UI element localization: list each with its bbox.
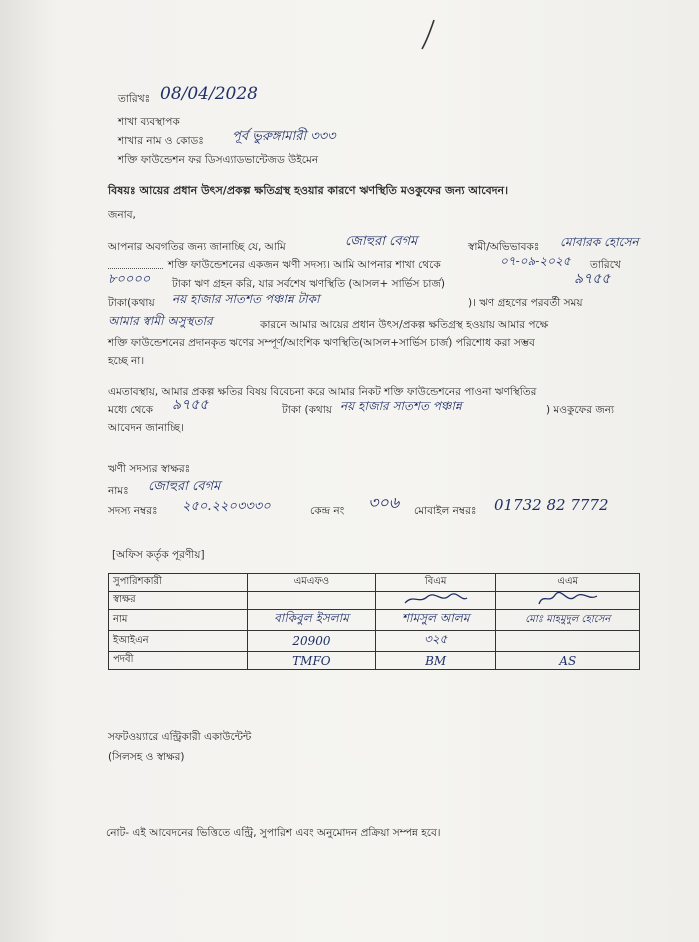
mobile-label: মোবাইল নম্বরঃ <box>414 505 477 517</box>
table-cell <box>496 631 640 652</box>
table-cell: AS <box>496 652 640 670</box>
office-section-label: [অফিস কর্তৃক পূরণীয়] <box>112 549 205 561</box>
balance-words: নয় হাজার সাতশত পঞ্চান্ন টাকা <box>172 292 320 306</box>
table-row <box>109 631 640 652</box>
member-no-label: সদস্য নম্বরঃ <box>108 505 158 517</box>
row-label: ইআইএন <box>109 631 248 652</box>
dots-1 <box>108 258 163 269</box>
para2-line2-c: ) মওকুফের জন্য <box>546 404 615 416</box>
header-cell: এএম <box>496 574 640 592</box>
row-label: পদবী <box>109 652 248 670</box>
signature-cell <box>496 592 640 610</box>
signature-scribble <box>401 592 471 606</box>
table-row <box>109 652 640 670</box>
para1-line5: কারনে আমার আয়ের প্রধান উৎস/প্রকল্প ক্ষতিগ্রস্থ হওয়ায় আমার পক্ষে <box>260 319 549 331</box>
waive-amount: ৯৭৫৫ <box>172 397 209 413</box>
table-cell: বাকিবুল ইসলাম <box>248 610 376 631</box>
table-row <box>109 610 640 631</box>
member-name-label: নামঃ <box>108 485 129 497</box>
center-no-label: কেন্দ্র নং <box>310 505 345 517</box>
salutation: জনাব, <box>108 209 136 221</box>
para1-line7: হচ্ছে না। <box>108 355 145 367</box>
para2-line3: আবেদন জানাচ্ছি। <box>108 422 184 434</box>
para1-line6: শক্তি ফাউন্ডেশনের প্রদানকৃত ঋণের সম্পূর্ণ/আংশিক ঋণস্থিতি(আসল+সার্ভিস চার্জ) পরিশোধ করা সম্ভব <box>108 337 535 349</box>
footer-note: নোট- এই আবেদনের ভিত্তিতে এন্ট্রি, সুপারিশ এবং অনুমোদন প্রক্রিয়া সম্পন্ন হবে। <box>106 827 441 839</box>
para2-line2-b: টাকা (কথায় <box>282 404 332 416</box>
date-label: তারিখঃ <box>118 93 151 105</box>
borrower-name: জোহুরা বেগম <box>345 234 418 249</box>
office-table-header <box>109 574 640 592</box>
signature-scribble <box>533 592 603 606</box>
office-table <box>108 573 640 670</box>
branch-label: শাখার নাম ও কোডঃ <box>118 135 204 147</box>
member-name-value: জোহুরা বেগম <box>148 479 221 494</box>
reason: আমার স্বামী অসুস্থতার <box>108 314 213 328</box>
row-label: স্বাক্ষর <box>109 592 248 610</box>
branch-value: পূর্ব ভুরুঙ্গামারী ৩৩৩ <box>232 129 336 144</box>
member-signature-label: ঋণী সদস্যর স্বাক্ষরঃ <box>108 463 191 475</box>
table-cell: 20900 <box>248 631 376 652</box>
header-cell: সুপারিশকারী <box>109 574 248 592</box>
para1-line2-d: তারিখে <box>590 259 621 271</box>
balance: ৯৭৫৫ <box>574 271 611 287</box>
para1-line2: শক্তি ফাউন্ডেশনের একজন ঋণী সদস্য। আমি আপনার শাখা থেকে <box>168 259 441 271</box>
loan-date: ০৭-০৯-২০২৫ <box>500 254 571 268</box>
para1-line1-a: আপনার অবগতির জন্য জানাচ্ছি যে, আমি <box>108 241 286 253</box>
table-cell: BM <box>375 652 496 670</box>
accountant-seal: (সিলসহ ও স্বাক্ষর) <box>108 751 185 763</box>
loan-amount: ৮০০০০ <box>108 272 151 287</box>
para2-line2-a: মধ্যে থেকে <box>108 404 153 416</box>
mobile-value: 01732 82 7772 <box>494 496 609 514</box>
header-cell: বিএম <box>375 574 496 592</box>
table-cell: মোঃ মাহমুদুল হোসেন <box>496 610 640 631</box>
guardian-name: মোবারক হোসেন <box>560 235 639 249</box>
table-row <box>109 592 640 610</box>
center-no-value: ৩০৬ <box>368 493 400 512</box>
accountant-title: সফটওয়্যারে এন্ট্রিকারী একাউন্টেন্ট <box>108 731 252 743</box>
table-cell: ৩২৫ <box>375 631 496 652</box>
table-cell: TMFO <box>248 652 376 670</box>
table-cell: শামসুল আলম <box>375 610 496 631</box>
member-no-value: ২৫০.২২০৩৩৩০ <box>182 499 271 514</box>
para1-line4-b: )। ঋণ গ্রহণের পরবর্তী সময় <box>468 297 583 309</box>
row-label: নাম <box>109 610 248 631</box>
pen-stroke <box>418 18 438 52</box>
header-cell: এমএফও <box>248 574 376 592</box>
date-value: 08/04/2028 <box>160 84 258 104</box>
addressee-title: শাখা ব্যবস্থাপক <box>118 116 180 128</box>
waive-words: নয় হাজার সাতশত পঞ্চান্ন <box>340 399 462 413</box>
para1-line4-a: টাকা(কথায় <box>108 297 155 309</box>
subject: বিষয়ঃ আয়ের প্রধান উৎস/প্রকল্প ক্ষতিগ্রস্থ হওয়ার কারণে ঋণস্থিতি মওকুফের জন্য আবেদন। <box>108 184 509 197</box>
signature-cell <box>375 592 496 610</box>
para1-line1-b: স্বামী/অভিভাবকঃ <box>468 241 540 253</box>
para2-line1: এমতাবস্থায়, আমার প্রকল্প ক্ষতির বিষয় বিবেচনা করে আমার নিকট শক্তি ফাউন্ডেশনের পাওনা ঋণস্থিতির <box>108 386 537 398</box>
para1-line3: টাকা ঋণ গ্রহন করি, যার সর্বশেষ ঋণস্থিতি (আসল+ সার্ভিস চার্জ) <box>172 278 445 290</box>
org-name: শক্তি ফাউন্ডেশন ফর ডিসএ্যাডভান্টেজড উইমেন <box>118 154 319 166</box>
signature-cell <box>248 592 376 610</box>
